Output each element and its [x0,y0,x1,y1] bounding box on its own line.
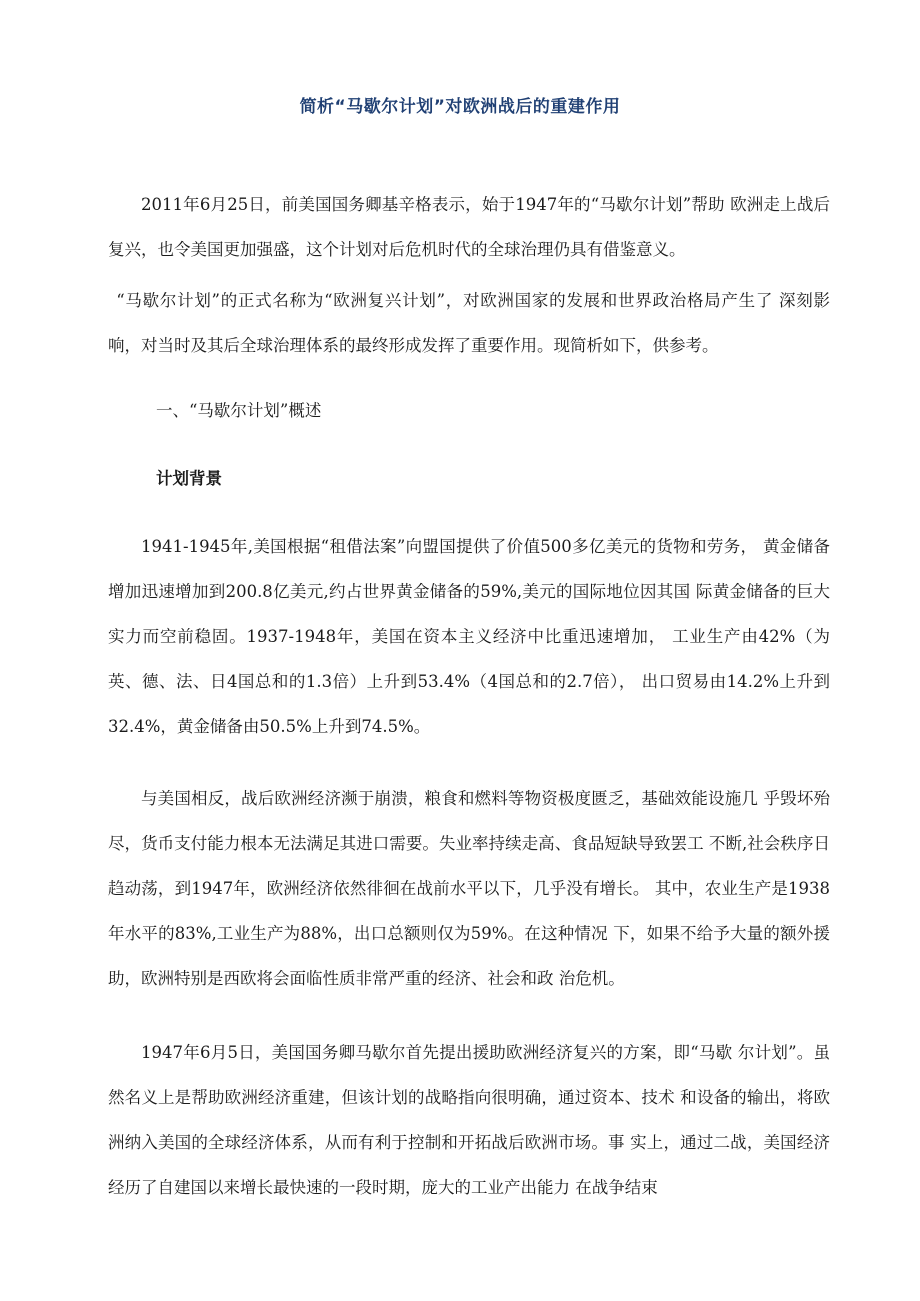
intro-paragraph-1: 2011年6月25日，前美国国务卿基辛格表示，始于1947年的“马歇尔计划”帮助 欧洲走上战后复兴，也令美国更加强盛，这个计划对后危机时代的全球治理仍具有借鉴意义。 [108,195,830,259]
section-heading: 一、“马歇尔计划”概述 [156,401,322,420]
body-paragraph-1: 1941-1945年,美国根据“租借法案”向盟国提供了价值500多亿美元的货物和劳务， 黄金储备增加迅速增加到200.8亿美元,约占世界黄金储备的59%,美元的国际地位因其国 际黄金储备的巨大实力而空前稳固。1937-1948年，美国在资本主义经济中比重迅速增加， 工业生产由42%（为英、德、法、日4国总和的1.3倍）上升到53.4%（4国总和的2.7倍）， 出口贸易由14.2%上升到32.4%，黄金储备由50.5%上升到74.5%。 [108,537,830,736]
subsection-heading: 计划背景 [156,469,222,488]
body-paragraph-3: 1947年6月5日，美国国务卿马歇尔首先提出援助欧洲经济复兴的方案，即“马歇 尔计划”。虽然名义上是帮助欧洲经济重建，但该计划的战略指向很明确，通过资本、技术 和设备的输出，将欧洲纳入美国的全球经济体系，从而有利于控制和开拓战后欧洲市场。事 实上，通过二战，美国经济经历了自建国以来增长最快速的一段时期，庞大的工业产出能力 在战争结束 [108,1043,830,1197]
intro-paragraph-2: “马歇尔计划”的正式名称为“欧洲复兴计划”，对欧洲国家的发展和世界政治格局产生了 深刻影响，对当时及其后全球治理体系的最终形成发挥了重要作用。现简析如下，供参考。 [108,291,830,355]
document-title: 简析“马歇尔计划”对欧洲战后的重建作用 [299,97,621,117]
body-paragraph-2: 与美国相反，战后欧洲经济濒于崩溃，粮食和燃料等物资极度匮乏，基础效能设施几 乎毁坏殆尽，货币支付能力根本无法满足其进口需要。失业率持续走高、食品短缺导致罢工 不断,社会秩序日趋动荡，到1947年，欧洲经济依然徘徊在战前水平以下，几乎没有增长。 其中，农业生产是1938年水平的83%,工业生产为88%，出口总额则仅为59%。在这种情况 下，如果不给予大量的额外援助，欧洲特别是西欧将会面临性质非常严重的经济、社会和政 治危机。 [108,789,830,988]
